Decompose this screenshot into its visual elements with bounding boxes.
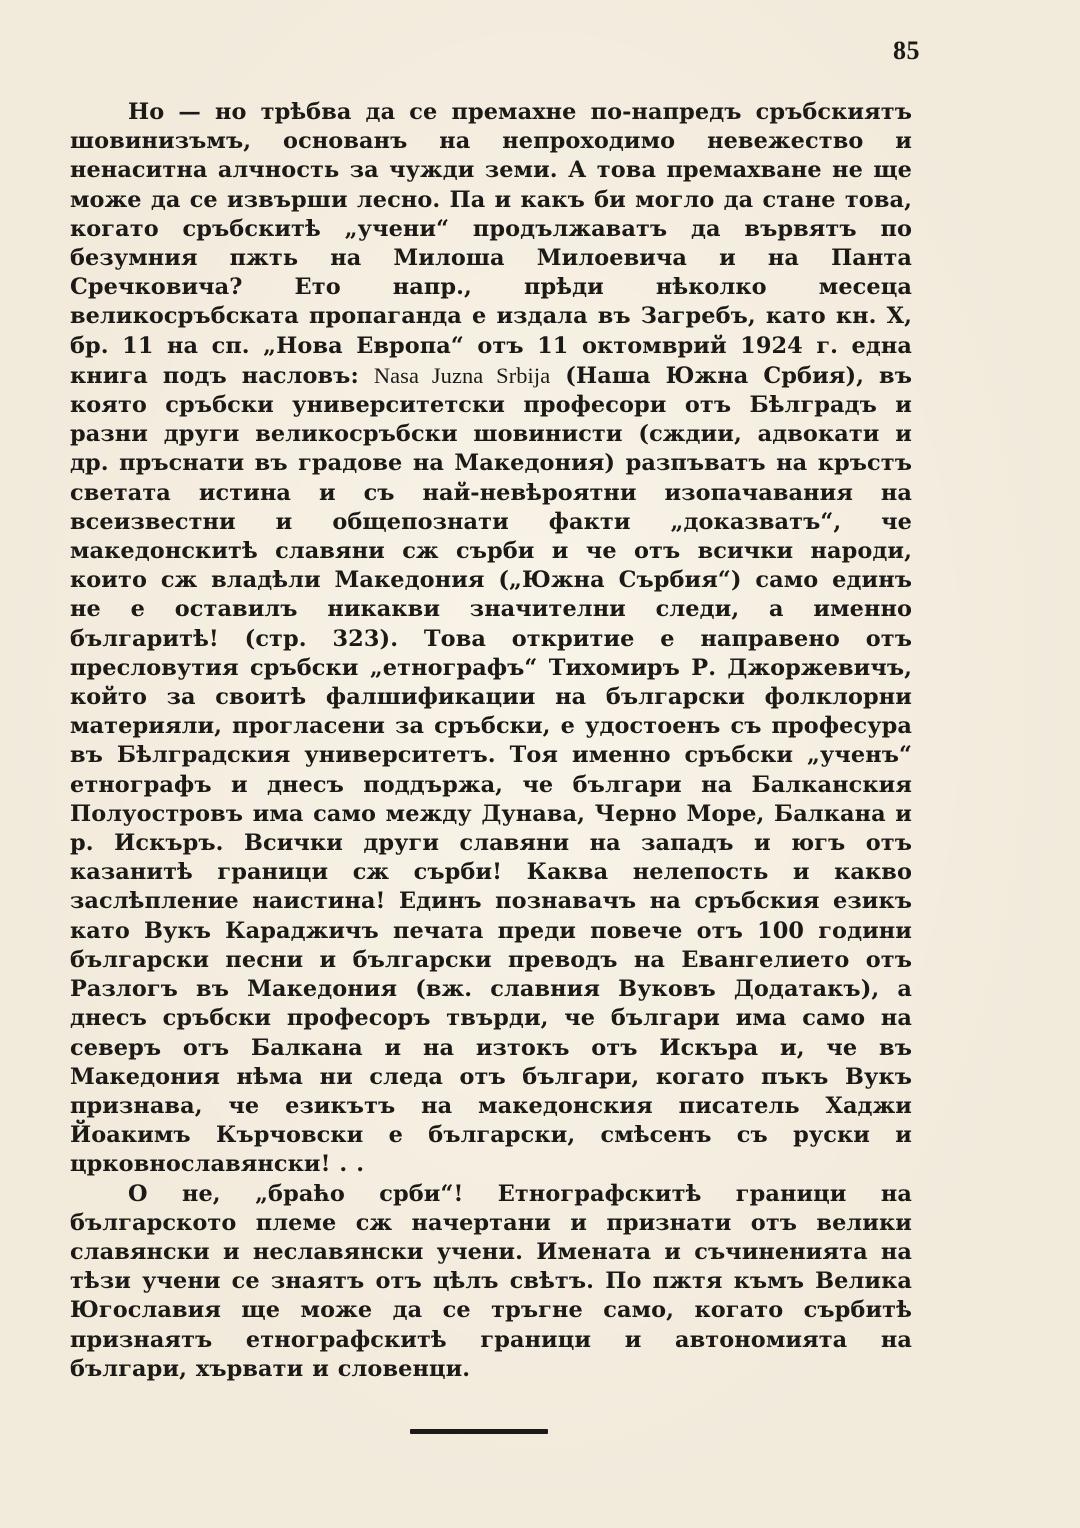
body-text: [70, 98, 912, 1384]
paragraph-1-part-a: Но — но трѣбва да се премахне по-напредъ сръбскиятъ шовинизъмъ, основанъ на непроходимо невежество и ненаситна алчность за чужди земи. А това премахване не ще може да се извърши лесно. Па и какъ би могло да стане това, когато сръбскитѣ „учени“ продължаватъ да вървятъ по безумния пжть на Милоша Милоевича и на Панта Сречковича? Ето напр., прѣди нѣколко месеца великосръбската пропаганда е издала въ Загребъ, като кн. X, бр. 11 на сп. „Нова Европа“ отъ 11 октомврий 1924 г. една книга подъ насловъ:: [70, 99, 912, 389]
page-number: 85: [893, 36, 920, 65]
paragraph-1: [70, 98, 912, 1180]
latin-book-title: Nasa Juzna Srbija: [373, 362, 551, 388]
paragraph-2: О не, „браћо срби“! Етнографскитѣ граници на българското племе сж начертани и признати отъ велики славянски и неславянски учени. Имената и съчиненията на тѣзи учени се знаятъ отъ цѣлъ свѣтъ. По пжтя къмъ Велика Югославия ще може да се тръгне само, когато сърбитѣ признаятъ етнографскитѣ граници и автономията на българи, хървати и словенци.: [70, 1180, 912, 1382]
paragraph-1-part-b: (Наша Южна Србия), въ която сръбски университетски професори отъ Бѣлградъ и разни други великосръбски шовинисти (сждии, адвокати и др. пръснати въ градове на Македония) разпъватъ на кръстъ светата истина и съ най-невѣроятни изопачавания на всеизвестни и общепознати факти „доказватъ“, че македонскитѣ славяни сж сърби и че отъ всички народи, които сж владѣли Македония („Южна Сърбия“) само единъ не е оставилъ никакви значителни следи, а именно българитѣ! (стр. 323). Това откритие е направено отъ пресловутия сръбски „етнографъ“ Тихомиръ Р. Джоржевичъ, който за своитѣ фалшификации на български фолклорни материяли, прогласени за сръбски, е удостоенъ съ професура въ Бѣлградския университетъ. Тоя именно сръбски „ученъ“ етнографъ и днесъ поддържа, че българи на Балканския Полуостровъ има само между Дунава, Черно Море, Балкана и р. Искъръ. Всички други славяни на западъ и югъ отъ казанитѣ граници сж сърби! Каква нелепость и какво заслѣпление наистина! Единъ познавачъ на сръбския езикъ като Вукъ Караджичъ печата преди повече отъ 100 години български песни и български преводъ на Евангелието отъ Разлогъ въ Македония (вж. славния Вуковъ Додатакъ), а днесъ сръбски професоръ твърди, че българи има само на северъ отъ Балкана и на изтокъ отъ Искъра и, че въ Македония нѣма ни следа отъ българи, когато пъкъ Вукъ признава, че езикътъ на македонския писатель Хаджи Йоакимъ Кърчовски е български, смѣсенъ съ руски и црковнославянски! . .: [70, 362, 912, 1178]
end-rule: [410, 1429, 548, 1434]
